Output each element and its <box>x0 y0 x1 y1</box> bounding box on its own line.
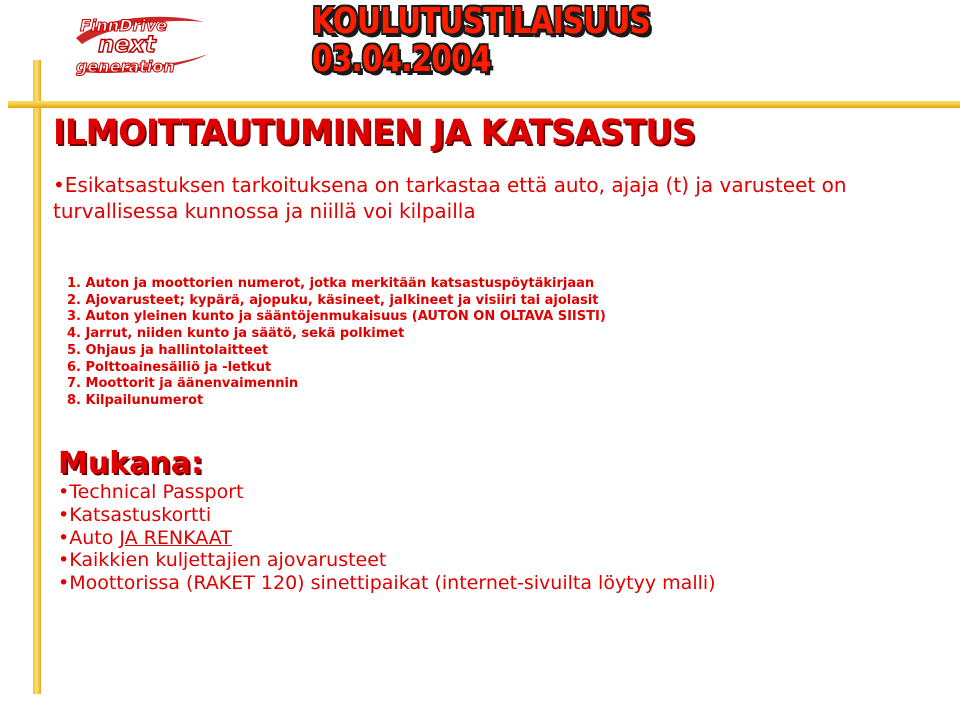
list-item: 6. Polttoainesäiliö ja -letkut <box>67 359 272 375</box>
list-item: •Katsastuskortti <box>58 503 212 526</box>
logo-line-3: generation <box>76 57 175 76</box>
banner-title: KOULUTUSTILAISUUS <box>312 1 650 42</box>
page-title: ILMOITTAUTUMINEN JA KATSASTUS <box>53 113 696 153</box>
intro-text: Esikatsastuksen tarkoituksena on tarkastaa että auto, ajaja (t) ja varusteet on turvallisessa kunnossa ja niillä voi kilpailla <box>53 173 847 223</box>
logo-line-1: FinnDrive <box>80 16 168 35</box>
logo-line-2: next <box>98 32 156 58</box>
horizontal-accent-bar <box>8 101 960 108</box>
intro-paragraph <box>53 172 933 224</box>
bullet-icon: • <box>58 526 70 549</box>
list-item: 5. Ohjaus ja hallintolaitteet <box>67 342 269 358</box>
list-item: •Technical Passport <box>58 481 244 503</box>
mukana-heading: Mukana: <box>58 446 204 481</box>
list-item: •Moottorissa (RAKET 120) sinettipaikat (internet-sivuilta löytyy malli) <box>58 572 716 595</box>
list-item: 2. Ajovarusteet; kypärä, ajopuku, käsineet, jalkineet ja visiiri tai ajolasit <box>67 292 599 308</box>
bullet-icon: • <box>58 503 70 526</box>
bullet-icon: • <box>58 549 70 572</box>
list-item: 8. Kilpailunumerot <box>67 392 204 408</box>
event-banner <box>312 1 650 80</box>
list-item: 7. Moottorit ja äänenvaimennin <box>67 376 299 392</box>
list-item: 4. Jarrut, niiden kunto ja säätö, sekä polkimet <box>67 326 405 342</box>
inspection-checklist <box>67 276 927 410</box>
bullet-icon: • <box>58 572 70 595</box>
bullet-icon: • <box>53 173 65 197</box>
list-item: 1. Auton ja moottorien numerot, jotka merkitään katsastuspöytäkirjaan <box>67 276 595 291</box>
bullet-icon: • <box>58 481 70 503</box>
finndrive-logo <box>72 10 212 76</box>
banner-date: 03.04.2004 <box>312 39 491 80</box>
vertical-accent-bar <box>33 60 41 694</box>
underlined-text: JA RENKAAT <box>119 526 232 549</box>
list-item: •Kaikkien kuljettajien ajovarusteet <box>58 549 387 572</box>
bring-along-list <box>58 481 918 595</box>
list-item: 3. Auton yleinen kunto ja sääntöjenmukaisuus (AUTON ON OLTAVA SIISTI) <box>67 309 606 325</box>
list-item: •Auto JA RENKAAT <box>58 526 232 549</box>
